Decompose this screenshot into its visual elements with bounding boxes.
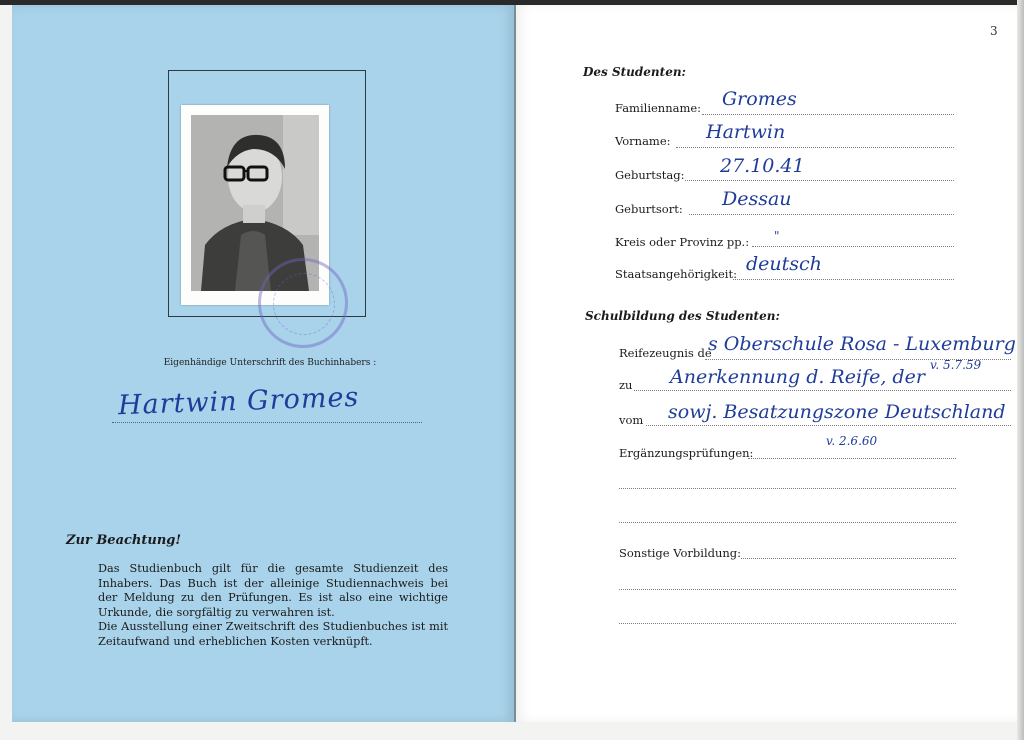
district-label: Kreis oder Provinz pp.:	[615, 235, 750, 249]
birthday-value: 27.10.41	[720, 155, 805, 177]
signature-line	[112, 422, 422, 423]
first-name-value: Hartwin	[706, 121, 786, 143]
other-education-line	[741, 558, 956, 559]
birthday-label: Geburtstag:	[615, 168, 685, 182]
supplementary-exams-line	[748, 458, 956, 459]
signature-label: Eigenhändige Unterschrift des Buchinhabers :	[163, 358, 377, 368]
official-stamp-icon	[258, 258, 348, 348]
school-certificate-label: Reifezeugnis de	[619, 346, 712, 360]
district-value: "	[774, 229, 780, 243]
recognition-label: zu	[619, 378, 633, 392]
recognition-value: Anerkennung d. Reife, der	[670, 366, 925, 388]
nationality-value: deutsch	[746, 253, 822, 275]
family-name-value: Gromes	[722, 88, 797, 110]
notice-title: Zur Beachtung!	[66, 533, 182, 548]
first-name-line	[676, 147, 954, 148]
notice-paragraph-2: Die Ausstellung einer Zweitschrift des Studienbuches ist mit Zeitaufwand und erheblichen Kosten verknüpft.	[98, 620, 448, 648]
other-education-label: Sonstige Vorbildung:	[619, 546, 742, 560]
birthplace-line	[689, 214, 954, 215]
issued-by-line	[646, 425, 1011, 426]
issued-by-value: sowj. Besatzungszone Deutschland	[668, 401, 1006, 423]
other-education-line-2	[619, 589, 956, 590]
notice-body	[98, 562, 448, 650]
education-section-title: Schulbildung des Studenten:	[585, 309, 780, 323]
birthplace-label: Geburtsort:	[615, 202, 683, 216]
page-number: 3	[990, 24, 998, 38]
family-name-line	[702, 114, 954, 115]
birthday-line	[685, 180, 954, 181]
birthplace-value: Dessau	[722, 188, 792, 210]
nationality-line	[733, 279, 954, 280]
recognition-line	[634, 390, 1011, 391]
supplementary-exams-line-2	[619, 488, 956, 489]
supplementary-exams-label: Ergänzungsprüfungen:	[619, 446, 754, 460]
issued-by-date: v. 2.6.60	[826, 434, 878, 448]
school-certificate-date: v. 5.7.59	[930, 358, 982, 372]
supplementary-exams-line-3	[619, 522, 956, 523]
nationality-label: Staatsangehörigkeit:	[615, 267, 737, 281]
first-name-label: Vorname:	[615, 134, 671, 148]
scan-border-right	[1017, 0, 1024, 740]
student-section-title: Des Studenten:	[583, 65, 686, 79]
handwritten-signature: Hartwin Gromes	[117, 381, 360, 422]
school-certificate-value: s Oberschule Rosa - Luxemburg	[708, 333, 1016, 355]
issued-by-label: vom	[619, 413, 644, 427]
notice-paragraph-1: Das Studienbuch gilt für die gesamte Studienzeit des Inhabers. Das Buch ist der alleinige Studiennachweis bei der Meldung zu den Prüfungen. Es ist also eine wichtige Urkunde, die sorgfältig zu verwahren ist.	[98, 562, 448, 619]
other-education-line-3	[619, 623, 956, 624]
family-name-label: Familienname:	[615, 101, 702, 115]
district-line	[752, 246, 954, 247]
